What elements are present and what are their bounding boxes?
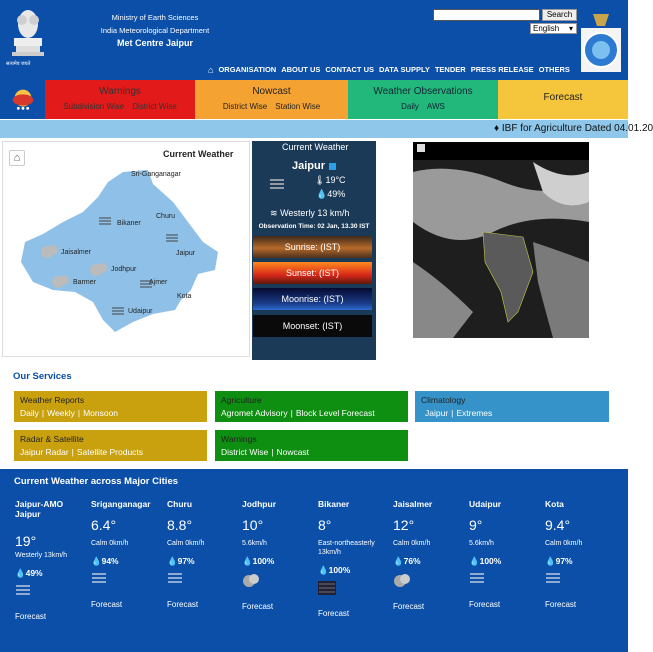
moonrise-band: [253, 288, 372, 310]
menu-observations[interactable]: [348, 80, 498, 119]
sunrise-text: Sunrise: (IST): [284, 242, 341, 252]
city-forecast-link[interactable]: Forecast: [15, 612, 47, 621]
block-level-forecast-link[interactable]: Block Level Forecast: [295, 408, 375, 418]
drop-icon: 💧: [91, 556, 102, 566]
service-card-climatology: Climatology Jaipur | Extremes: [415, 391, 609, 422]
humidity-value: 49%: [327, 189, 346, 199]
service-card-label: Climatology: [421, 395, 466, 405]
city-temp: 8.8°: [167, 517, 193, 533]
menu-warnings[interactable]: [45, 80, 195, 119]
city-name[interactable]: Churu: [167, 499, 193, 509]
observations-aws-link[interactable]: AWS: [426, 102, 445, 111]
city-temp: 10°: [242, 517, 264, 533]
weather-reports-daily-link[interactable]: Daily: [20, 408, 39, 418]
current-city: Jaipur: [292, 160, 326, 172]
humidity-value: 49%: [25, 568, 43, 578]
major-cities-section: [0, 469, 628, 652]
city-column: [167, 499, 239, 609]
jaipur-radar-link[interactable]: Jaipur Radar: [20, 447, 69, 457]
nav-organisation[interactable]: ORGANISATION: [218, 65, 277, 74]
drop-icon: 💧: [316, 189, 328, 199]
drop-icon: 💧: [393, 556, 404, 566]
service-card-label: Weather Reports: [20, 395, 85, 405]
news-ticker[interactable]: [0, 120, 653, 138]
city-humidity: [318, 565, 390, 576]
city-wind: Calm 0km/h: [91, 540, 129, 547]
climatology-extremes-link[interactable]: Extremes: [456, 408, 493, 418]
city-column: [242, 499, 314, 611]
emblem-caption: सत्यमेव जयते: [6, 61, 31, 67]
nav-press-release[interactable]: PRESS RELEASE: [470, 65, 534, 74]
city-humidity: [91, 556, 163, 567]
menu-nowcast[interactable]: [195, 80, 348, 119]
our-services-title: Our Services: [13, 371, 72, 382]
thermometer-icon: 🌡: [314, 175, 326, 185]
rajasthan-map-panel: [2, 141, 250, 357]
weather-reports-weekly-link[interactable]: Weekly: [47, 408, 75, 418]
top-nav: [208, 65, 570, 75]
menu-forecast[interactable]: [498, 80, 628, 119]
map-label-ajmer[interactable]: Ajmer: [149, 279, 168, 286]
drop-icon: 💧: [469, 556, 480, 566]
sunset-text: Sunset: (IST): [285, 268, 339, 278]
service-card-weather-reports: Weather Reports Daily | Weekly | Monsoon: [14, 391, 207, 422]
moonset-band: [253, 315, 372, 337]
moonset-text: Moonset: (IST): [282, 321, 343, 331]
wind-value: Westerly 13 km/h: [280, 208, 350, 218]
city-humidity: [15, 568, 87, 579]
city-marker-icon: [329, 163, 336, 170]
city-column: [545, 499, 617, 609]
warnings-district-link[interactable]: District Wise: [132, 102, 177, 111]
humidity-value: 100%: [479, 556, 502, 566]
menu-nowcast-title[interactable]: Nowcast: [252, 86, 291, 97]
menu-observations-title[interactable]: Weather Observations: [373, 86, 473, 97]
organisation-title: [88, 11, 222, 50]
city-column: [469, 499, 541, 609]
haze-icon: [545, 572, 617, 588]
haze-icon: [167, 572, 239, 588]
service-card-label: Agriculture: [221, 395, 262, 405]
city-column: [393, 499, 465, 611]
map-label-jaisalmer[interactable]: Jaisalmer: [61, 249, 91, 256]
city-forecast-link[interactable]: Forecast: [318, 609, 350, 618]
search-button[interactable]: Search: [542, 9, 577, 21]
city-forecast-link[interactable]: Forecast: [167, 600, 199, 609]
language-value: English: [533, 24, 560, 33]
current-temp: [314, 175, 346, 186]
site-header: [0, 0, 628, 80]
city-forecast-link[interactable]: Forecast: [91, 600, 123, 609]
city-wind: Calm 0km/h: [167, 540, 205, 547]
humidity-value: 100%: [328, 565, 351, 575]
department-name: India Meteorological Department: [100, 26, 210, 35]
ticker-text[interactable]: ♦ IBF for Agriculture Dated 04.01.20: [494, 123, 653, 134]
city-temp: 6.4°: [91, 517, 117, 533]
satellite-products-link[interactable]: Satellite Products: [76, 447, 144, 457]
wind-icon: ≋: [270, 208, 278, 218]
warnings-subdivision-link[interactable]: Subdivision Wise: [63, 102, 125, 111]
haze-dark-icon: [318, 581, 390, 597]
city-forecast-link[interactable]: Forecast: [469, 600, 501, 609]
city-humidity: [167, 556, 239, 567]
city-wind: 5.6km/h: [469, 540, 494, 547]
service-card-label: Radar & Satellite: [20, 434, 84, 444]
search-input[interactable]: [433, 9, 540, 21]
humidity-value: 97%: [177, 556, 195, 566]
map-label-sri-ganganagar[interactable]: Sri-Ganganagar: [131, 171, 181, 178]
temp-value: 19°C: [325, 175, 346, 185]
city-temp: 9.4°: [545, 517, 571, 533]
city-humidity: [393, 556, 465, 567]
climatology-jaipur-link[interactable]: Jaipur: [425, 408, 449, 418]
city-humidity: [545, 556, 617, 567]
city-name[interactable]: Jaisalmer: [393, 499, 433, 509]
city-forecast-link[interactable]: Forecast: [545, 600, 577, 609]
observations-daily-link[interactable]: Daily: [401, 102, 419, 111]
menu-forecast-title[interactable]: Forecast: [543, 92, 583, 103]
nav-data-supply[interactable]: DATA SUPPLY: [379, 65, 430, 74]
map-label-jaipur[interactable]: Jaipur: [176, 250, 196, 257]
nav-tender[interactable]: TENDER: [434, 65, 466, 74]
city-temp: 8°: [318, 517, 332, 533]
rajasthan-map[interactable]: [3, 142, 251, 358]
drop-icon: 💧: [545, 556, 556, 566]
city-name[interactable]: Udaipur: [469, 499, 502, 509]
haze-icon: [269, 178, 285, 192]
map-label-churu[interactable]: Churu: [156, 213, 176, 220]
city-forecast-link[interactable]: Forecast: [242, 602, 274, 611]
service-card-agriculture: Agriculture Agromet Advisory | Block Level Forecast: [215, 391, 408, 422]
city-column: [15, 499, 87, 621]
city-wind: East-northeasterly 13km/h: [318, 540, 375, 556]
city-temp: 19°: [15, 533, 37, 549]
map-label-udaipur[interactable]: Udaipur: [128, 308, 153, 315]
cloud-icon: [242, 572, 314, 590]
map-label-kota[interactable]: Kota: [177, 293, 192, 300]
city-column: [91, 499, 163, 609]
warnings-nowcast-link[interactable]: Nowcast: [276, 447, 310, 457]
service-card-label: Warnings: [221, 434, 257, 444]
city-name[interactable]: Jodhpur: [242, 499, 276, 509]
humidity-value: 97%: [555, 556, 573, 566]
moonrise-text: Moonrise: (IST): [281, 294, 344, 304]
humidity-value: 94%: [101, 556, 119, 566]
nowcast-station-link[interactable]: Station Wise: [275, 102, 321, 111]
nav-contact-us[interactable]: CONTACT US: [325, 65, 374, 74]
sunrise-band: [253, 236, 372, 258]
weather-app-icon: [9, 86, 37, 112]
drop-icon: 💧: [167, 556, 178, 566]
drop-icon: 💧: [15, 568, 26, 578]
city-wind: 5.6km/h: [242, 540, 267, 547]
map-label-bikaner[interactable]: Bikaner: [117, 220, 141, 227]
humidity-value: 100%: [252, 556, 275, 566]
city-name[interactable]: Jaipur-AMO Jaipur: [15, 499, 64, 519]
weather-app-icon-tile[interactable]: [0, 80, 45, 119]
city-temp: 12°: [393, 517, 415, 533]
warnings-district-wise-link[interactable]: District Wise: [221, 447, 269, 457]
service-card-warnings: Warnings District Wise | Nowcast: [215, 430, 408, 461]
city-wind: Calm 0km/h: [545, 540, 583, 547]
centre-name: Met Centre Jaipur: [116, 38, 194, 48]
current-weather-heading: Current Weather: [282, 142, 349, 152]
drop-icon: 💧: [318, 565, 329, 575]
nav-others[interactable]: OTHERS: [538, 65, 570, 74]
city-humidity: [242, 556, 314, 567]
chevron-down-icon: ▾: [568, 24, 573, 33]
city-wind: Calm 0km/h: [393, 540, 431, 547]
major-cities-title: Current Weather across Major Cities: [14, 476, 179, 487]
observation-time: Observation Time: 02 Jan, 13.30 IST: [258, 223, 370, 230]
satellite-image[interactable]: [413, 142, 589, 338]
haze-icon: [469, 572, 541, 588]
current-humidity: [316, 189, 345, 200]
home-icon[interactable]: ⌂: [208, 65, 214, 75]
nowcast-district-link[interactable]: District Wise: [222, 102, 268, 111]
imd-logo-icon: [581, 10, 621, 72]
city-name[interactable]: Sriganganagar: [91, 499, 151, 509]
drop-icon: 💧: [242, 556, 253, 566]
service-card-radar-satellite: Radar & Satellite Jaipur Radar | Satellite Products: [14, 430, 207, 461]
city-name[interactable]: Kota: [545, 499, 564, 509]
city-humidity: [469, 556, 541, 567]
language-select[interactable]: [530, 23, 577, 34]
map-label-barmer[interactable]: Barmer: [73, 279, 96, 286]
national-emblem-icon: [8, 6, 48, 68]
haze-icon: [15, 584, 87, 600]
agromet-advisory-link[interactable]: Agromet Advisory: [221, 408, 288, 418]
cloud-icon: [393, 572, 465, 590]
map-label-jodhpur[interactable]: Jodhpur: [111, 266, 137, 273]
city-name[interactable]: Bikaner: [318, 499, 350, 509]
current-wind: [270, 208, 349, 219]
menu-warnings-title[interactable]: Warnings: [99, 86, 141, 97]
city-wind: Westerly 13km/h: [15, 552, 67, 559]
map-title: Current Weather: [163, 149, 234, 159]
sunset-band: [253, 262, 372, 284]
satellite-image-graphic: [413, 142, 589, 338]
humidity-value: 76%: [403, 556, 421, 566]
home-icon: ⌂: [13, 152, 21, 164]
city-column: [318, 499, 390, 618]
weather-reports-monsoon-link[interactable]: Monsoon: [83, 408, 119, 418]
ministry-name: Ministry of Earth Sciences: [111, 13, 199, 22]
nav-about-us[interactable]: ABOUT US: [281, 65, 321, 74]
city-temp: 9°: [469, 517, 483, 533]
city-forecast-link[interactable]: Forecast: [393, 602, 425, 611]
haze-icon: [91, 572, 163, 588]
